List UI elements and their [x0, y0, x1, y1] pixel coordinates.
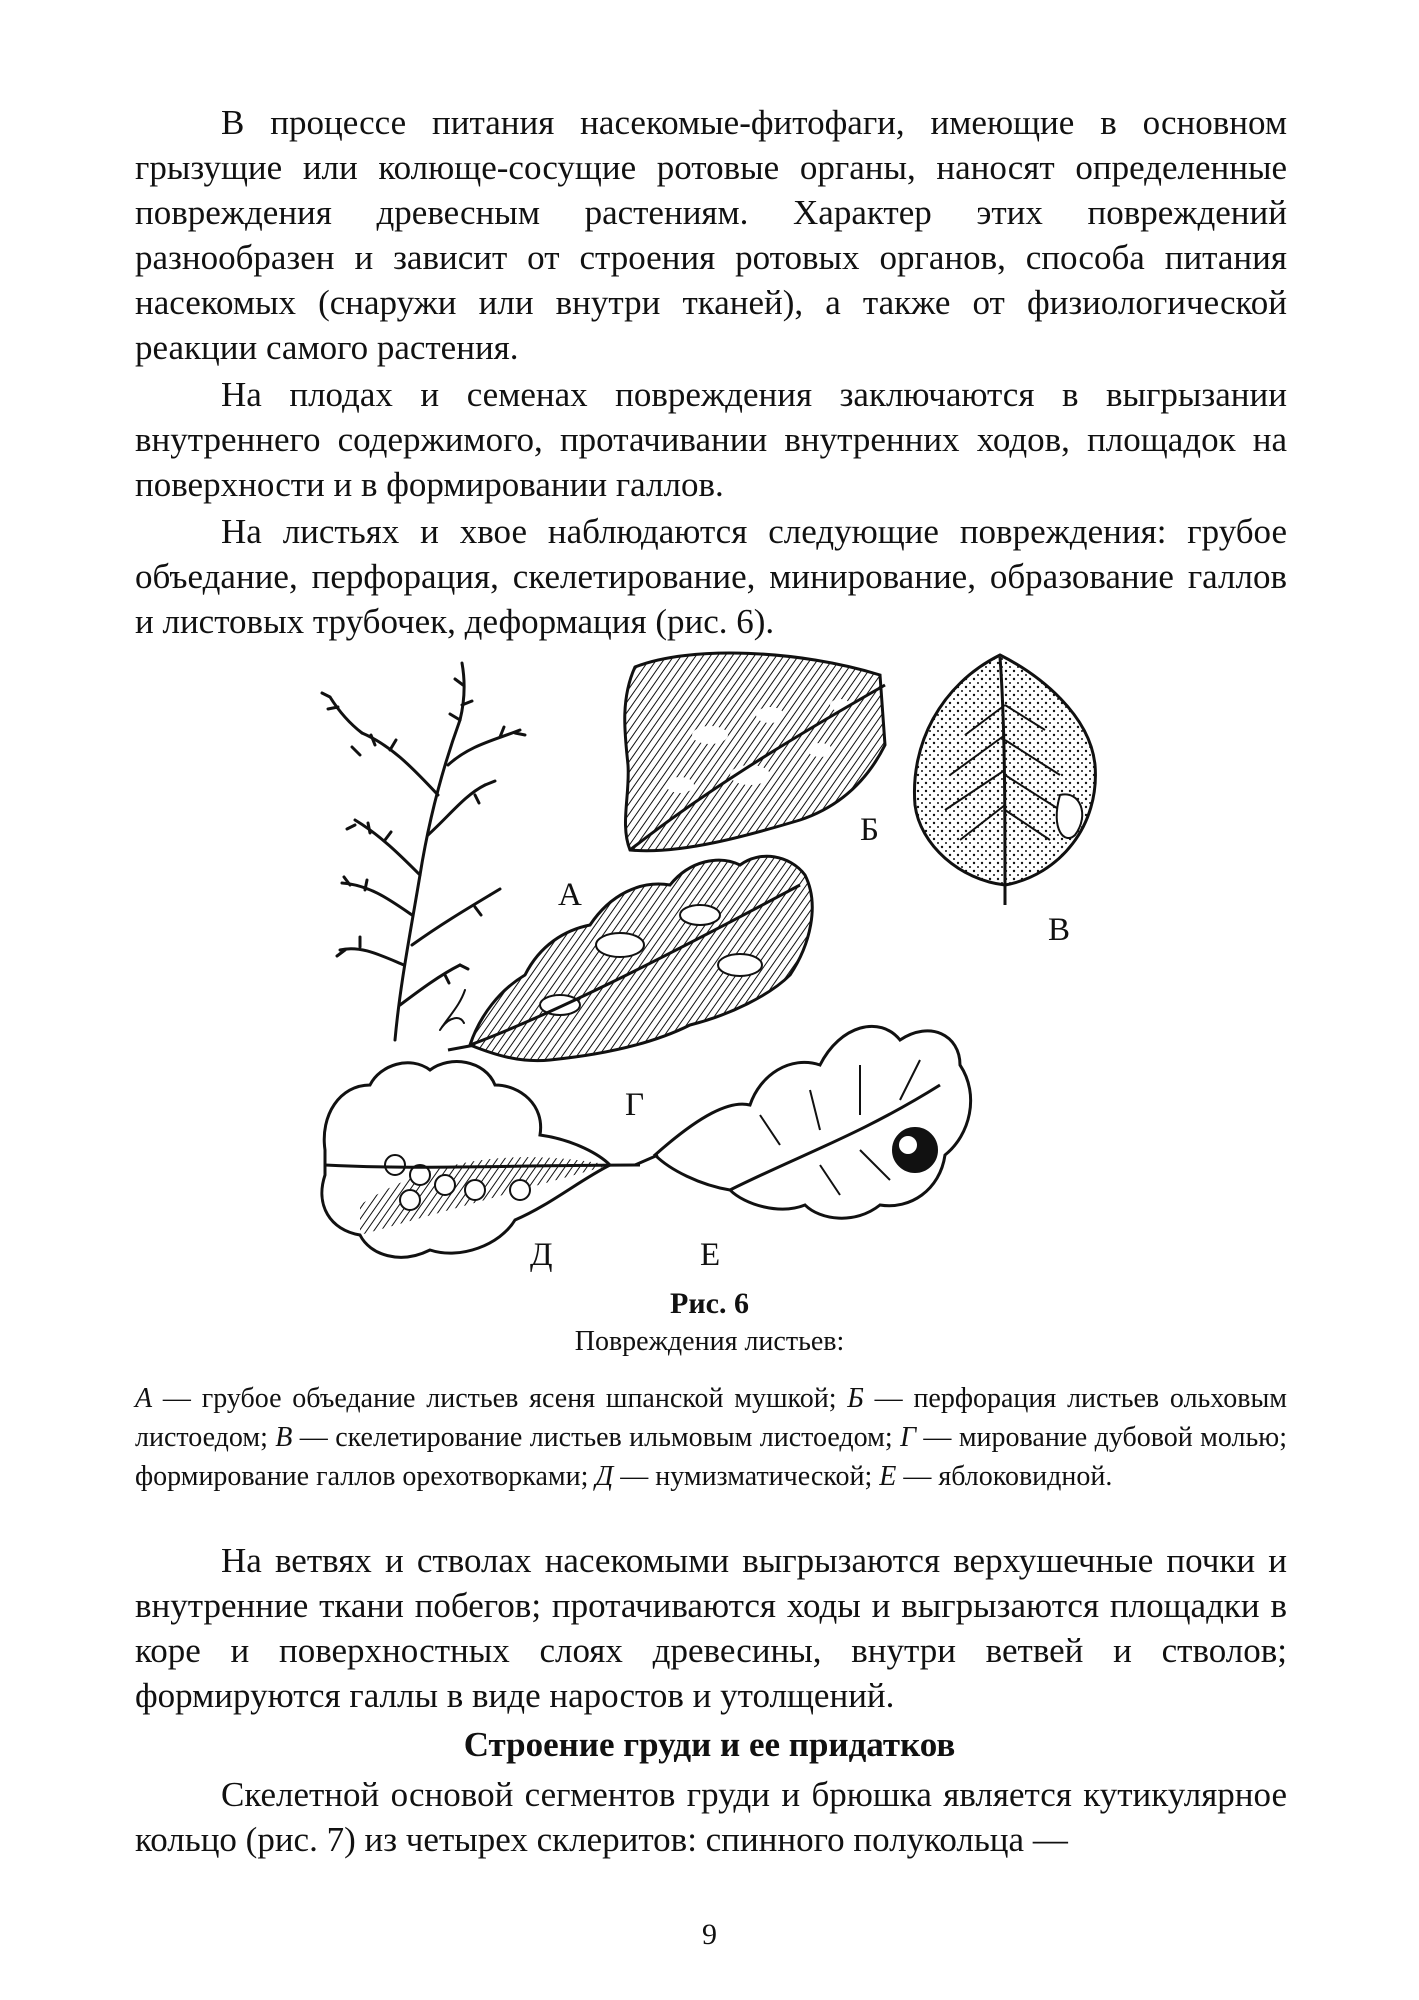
- legend-letter: Д: [595, 1461, 614, 1492]
- paragraph-feeding: В процессе питания насекомые-фитофаги, имеющие в основном грызущие или колюще-сосущие ротовые органы, наносят определенные повреждения древесным растениям. Характер этих повреждений разнообразен и зависит от строения ротовых органов, способа питания насекомых (снаружи или внутри тканей), а также от физиологической реакции самого растения.: [135, 103, 1287, 367]
- paragraph-leaves: На листьях и хвое наблюдаются следующие повреждения: грубое объедание, перфорация, скелетирование, минирование, образование галлов и листовых трубочек, деформация (рис. 6).: [135, 512, 1287, 641]
- leaf-illustration-g: [448, 856, 812, 1060]
- section-heading: Строение груди и ее придатков: [463, 1725, 956, 1764]
- label-e: Е: [700, 1237, 721, 1273]
- skeleton-text: [135, 1772, 1287, 1862]
- legend-text: — перфорация листьев ольховым листоедом;: [135, 1383, 1287, 1453]
- page-number: 9: [702, 1918, 717, 1951]
- figure-caption-title: Рис. 6: [670, 1287, 749, 1320]
- paragraph-fruits: На плодах и семенах повреждения заключаются в выгрызании внутреннего содержимого, протачивании внутренних ходов, площадок на поверхности и в формировании галлов.: [135, 375, 1287, 504]
- paragraph-skeleton: Скелетной основой сегментов груди и брюшка является кутикулярное кольцо (рис. 7) из четырех склеритов: спинного полукольца —: [135, 1775, 1287, 1859]
- legend-text: — нумизматической;: [613, 1461, 880, 1492]
- figure-legend: [135, 1379, 1287, 1496]
- legend-letter: А: [135, 1383, 153, 1414]
- label-b: Б: [860, 812, 879, 848]
- branches-text: [135, 1538, 1287, 1718]
- legend-text: — яблоковидной.: [896, 1461, 1113, 1492]
- figure-leaf-damage: [300, 645, 1120, 1280]
- leaf-illustration-d: [322, 1062, 640, 1258]
- legend-letter: В: [275, 1422, 293, 1453]
- legend-letter: Г: [900, 1422, 916, 1453]
- label-a: А: [558, 877, 582, 913]
- leaf-illustration-e: [635, 1026, 971, 1218]
- legend-letter: Е: [879, 1461, 897, 1492]
- legend-text: — грубое объедание листьев ясеня шпанской мушкой;: [152, 1383, 848, 1414]
- intro-text: [135, 100, 1287, 644]
- legend-text: — скелетирование листьев ильмовым листоедом;: [292, 1422, 901, 1453]
- twig-illustration-a: [322, 663, 525, 1040]
- leaf-illustration-v: [914, 655, 1095, 905]
- label-g: Г: [625, 1087, 645, 1123]
- legend-letter: Б: [847, 1383, 864, 1414]
- label-v: В: [1048, 912, 1071, 948]
- figure-caption-subtitle: Повреждения листьев:: [574, 1326, 845, 1357]
- paragraph-branches: На ветвях и стволах насекомыми выгрызаются верхушечные почки и внутренние ткани побегов; протачиваются ходы и выгрызаются площадки в коре и поверхностных слоях древесины, внутри ветвей и стволов; формируются галлы в виде наростов и утолщений.: [135, 1541, 1287, 1715]
- legend-text: — мирование дубовой молью; формирование галлов орехотворками;: [135, 1422, 1287, 1492]
- label-d: Д: [530, 1237, 553, 1273]
- leaf-illustration-b: [625, 653, 885, 851]
